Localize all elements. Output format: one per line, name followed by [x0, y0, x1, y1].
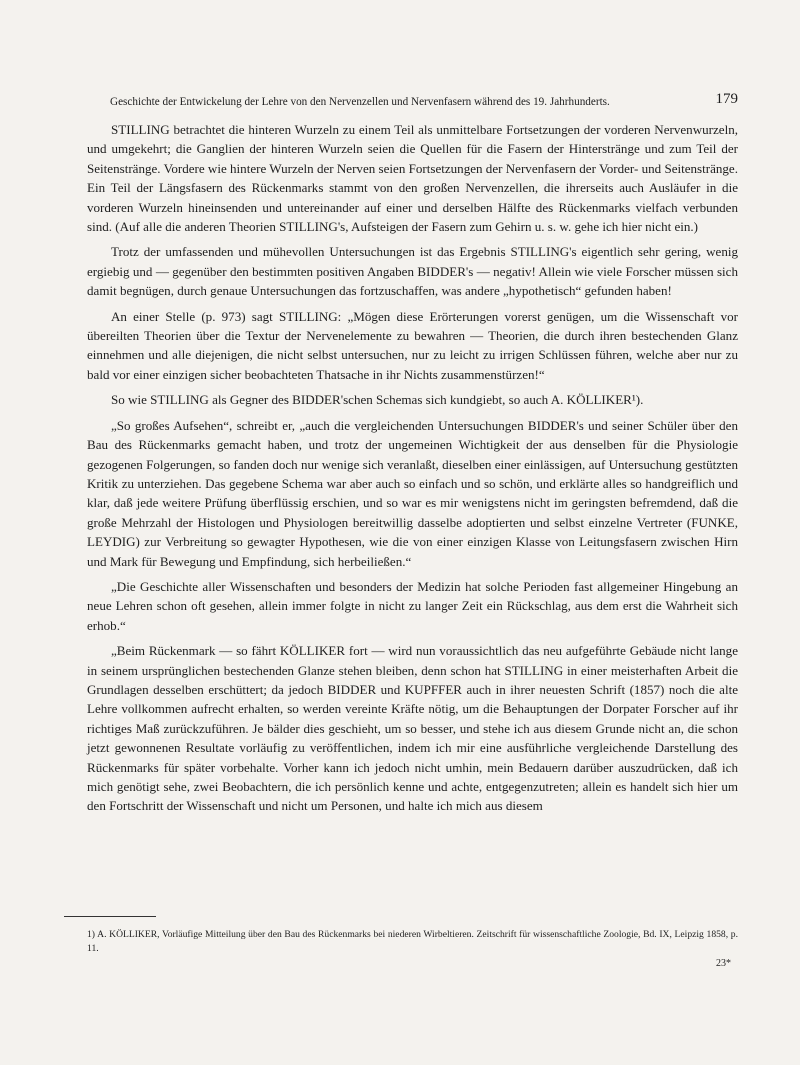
paragraph: STILLING betrachtet die hinteren Wurzeln zu einem Teil als unmittelbare Fortsetzungen der vorderen Nervenwurzeln, und umgekehrt; die Ganglien der hinteren Wurzeln seien die Quellen für die Fasern der Hinterstränge und zum Teil der Seitenstränge. Vordere wie hintere Wurzeln der Nerven seien Fortsetzungen der Nervenfasern der Vorder- und Seitenstränge. Ein Teil der Längsfasern des Rückenmarks stammt von den großen Nervenzellen, die ihrerseits auch Ausläufer in die vorderen Wurzeln hineinsenden und untereinander auf einer und derselben Hälfte des Rückenmarks vielfach verbunden sind. (Auf alle die anderen Theorien STILLING's, Aufsteigen der Fasern zum Gehirn u. s. w. gehe ich hier nicht ein.) [87, 122, 738, 235]
running-title: Geschichte der Entwickelung der Lehre von den Nervenzellen und Nervenfasern während des 19. Jahrhunderts. [110, 96, 610, 108]
paragraph: „So großes Aufsehen“, schreibt er, „auch die vergleichenden Untersuchungen BIDDER's und seiner Schüler über den Bau des Rückenmarks gemacht haben, und trotz der ungemeinen Wichtigkeit der aus denselben für die Physiologie gezogenen Folgerungen, so fanden doch nur wenige sich veranlaßt, dieselben einer einlässigen, auf Untersuchung gestützten Kritik zu unterziehen. Das gegebene Schema war aber auch so einfach und so schön, und erklärte alles so handgreiflich und klar, daß jede weitere Prüfung überflüssig erschien, und so war es mir wenigstens nicht im geringsten befremdend, daß die große Mehrzahl der Histologen und Physiologen bereitwillig dasselbe adoptierten und selbst einzelne Vertreter (FUNKE, LEYDIG) zur Verbreitung so gewagter Hypothesen, wie die von einer einzigen Klasse von Leitungsfasern zwischen Hirn und Mark für Bewegung und Empfindung, sich herbeiließen.“ [87, 417, 738, 569]
paragraph: „Die Geschichte aller Wissenschaften und besonders der Medizin hat solche Perioden fast allgemeiner Hingebung an neue Lehren schon oft gesehen, allein immer folgte in nicht zu langer Zeit ein Rückschlag, aus dem erst die Wahrheit sich erhob.“ [87, 578, 738, 633]
main-text [87, 120, 738, 822]
page-number: 179 [715, 91, 738, 107]
footnote-divider [64, 916, 156, 917]
paragraph: So wie STILLING als Gegner des BIDDER'schen Schemas sich kundgiebt, so auch A. KÖLLIKER¹). [111, 392, 644, 408]
running-header [110, 91, 738, 110]
signature-mark: 23* [716, 958, 731, 969]
footnote: 1) A. KÖLLIKER, Vorläufige Mitteilung über den Bau des Rückenmarks bei niederen Wirbeltieren. Zeitschrift für wissenschaftliche Zoologie, Bd. IX, Leipzig 1858, p. 11. [87, 929, 738, 954]
paragraph: Trotz der umfassenden und mühevollen Untersuchungen ist das Ergebnis STILLING's eigentlich sehr gering, wenig ergiebig und — gegenüber den bestimmten positiven Angaben BIDDER's — negativ! Allein wie viele Forscher müssen sich damit begnügen, durch genaue Untersuchungen das fortzuschaffen, was andere „hypothetisch“ gefunden haben! [87, 244, 738, 299]
paragraph: An einer Stelle (p. 973) sagt STILLING: „Mögen diese Erörterungen vorerst genügen, um die Wissenschaft vor übereilten Theorien über die Textur der Nervenelemente zu bewahren — Theorien, die durch ihren bestechenden Glanz einnehmen und alle diejenigen, die nicht selbst untersuchen, nur zu leicht zu irrigen Schlüssen führen, welche aber nur zu bald vor einer einzigen sicher beobachteten Thatsache in ihr Nichts zusammenstürzen!“ [87, 308, 738, 382]
paragraph: „Beim Rückenmark — so fährt KÖLLIKER fort — wird nun voraussichtlich das neu aufgeführte Gebäude nicht lange in seinem ursprünglichen bestechenden Glanze stehen bleiben, denn schon hat STILLING in einer meisterhaften Arbeit die Grundlagen desselben erschüttert; da jedoch BIDDER und KUPFFER auch in ihrer neuesten Schrift (1857) noch die alte Lehre vollkommen aufrecht erhalten, so werden vereinte Kräfte nötig, um die Behauptungen der Dorpater Forscher auf ihr richtiges Maß zurückzuführen. Je bälder dies geschieht, um so besser, und stehe ich aus diesem Grunde nicht an, die schon jetzt gewonnenen Resultate vorläufig zu veröffentlichen, indem ich mir eine ausführliche vergleichende Darstellung des Rückenmarks für später vorbehalte. Vorher kann ich jedoch nicht umhin, mein Bedauern darüber auszudrücken, daß ich mich genötigt sehe, zwei Beobachtern, die ich persönlich kenne und achte, entgegenzutreten; allein es handelt sich hier um den Fortschritt der Wissenschaft und nicht um Personen, und halte ich mich aus diesem [87, 643, 738, 814]
